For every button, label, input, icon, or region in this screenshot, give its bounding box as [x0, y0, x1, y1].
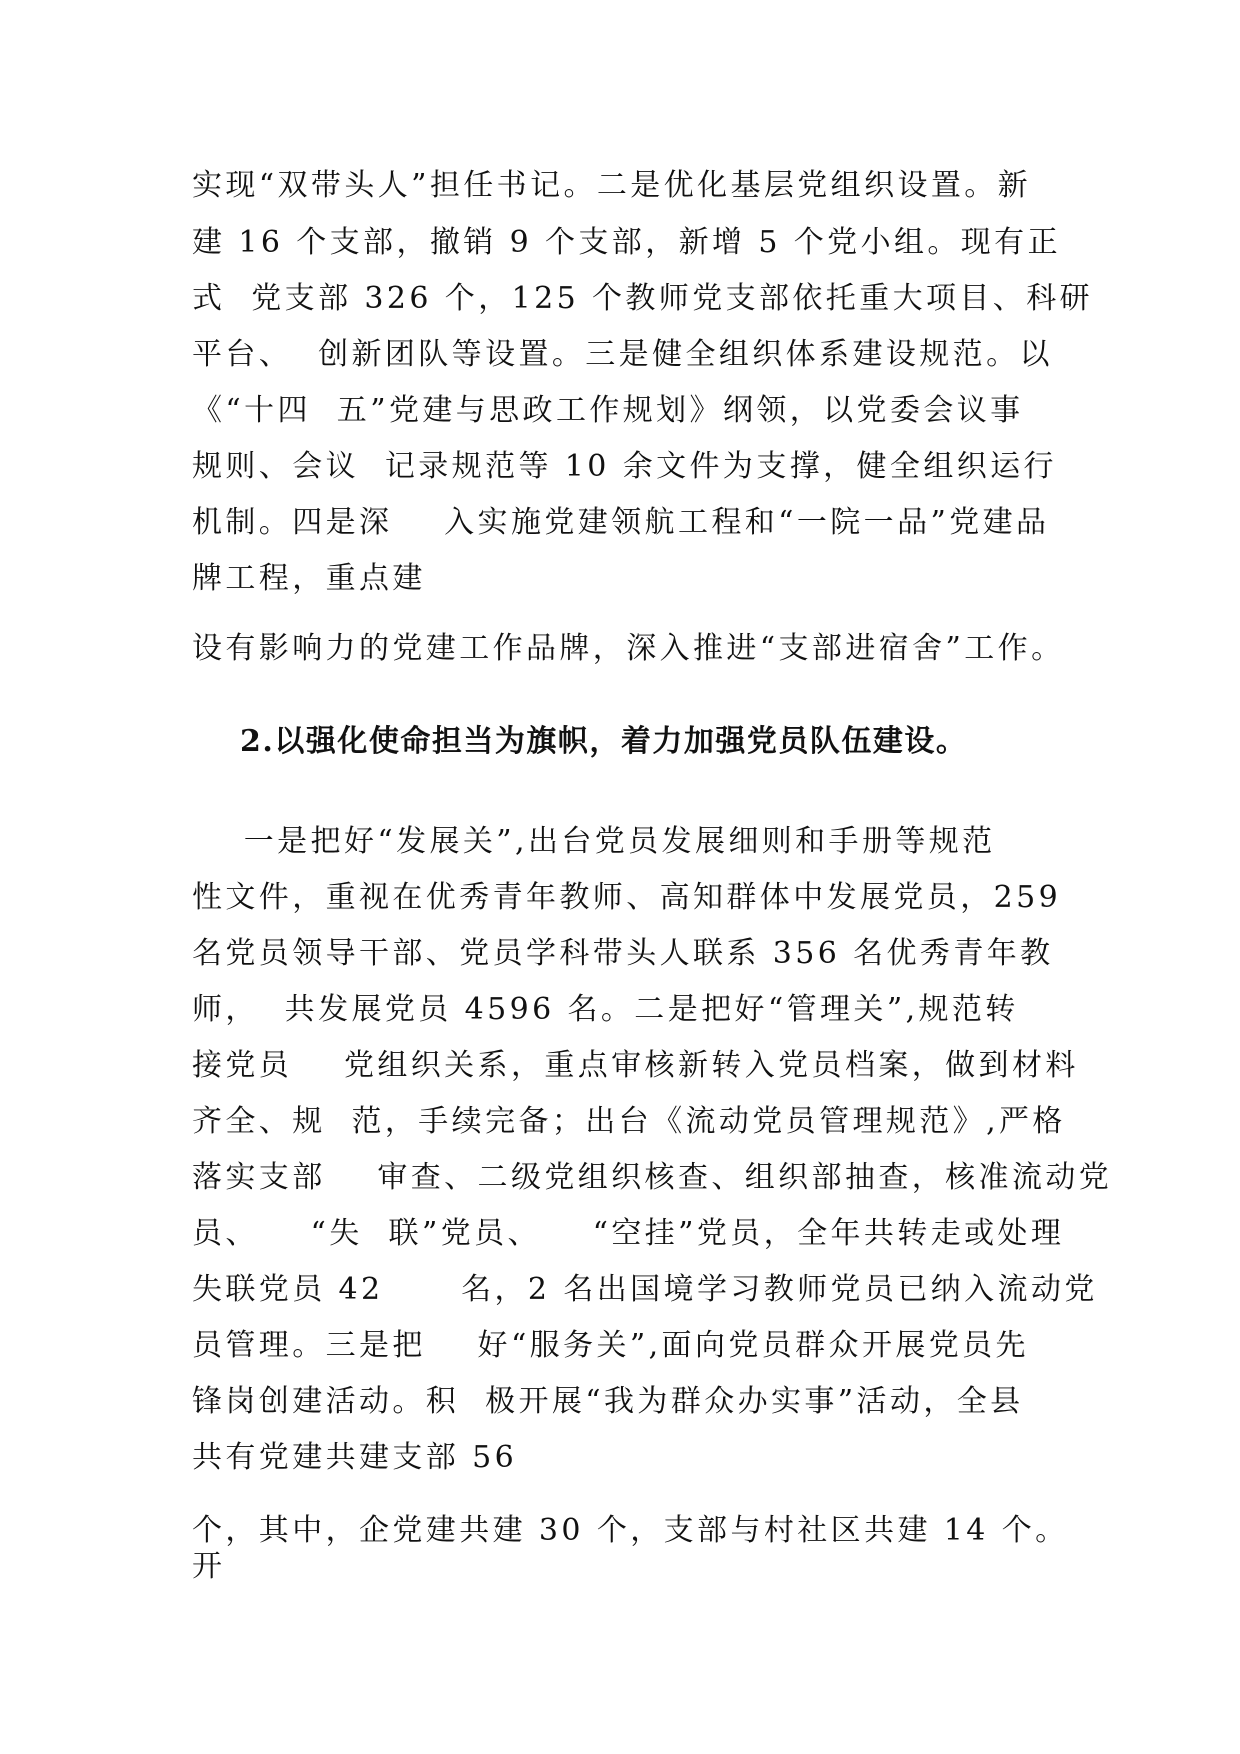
paragraph-2-line: 员管理。三是把 好“服务关”,面向党员群众开展党员先	[192, 1328, 1029, 1363]
paragraph-1-line: 机制。四是深 入实施党建领航工程和“一院一品”党建品	[192, 505, 1050, 540]
paragraph-1-line: 式 党支部 326 个，125 个教师党支部依托重大项目、科研	[192, 281, 1094, 316]
paragraph-2-line: 一是把好“发展关”,出台党员发展细则和手册等规范	[192, 824, 996, 859]
paragraph-2-line: 共有党建共建支部 56	[192, 1440, 518, 1475]
paragraph-1-line: 建 16 个支部，撤销 9 个支部，新增 5 个党小组。现有正	[192, 225, 1061, 260]
paragraph-2-line: 师， 共发展党员 4596 名。二是把好“管理关”,规范转	[192, 992, 1019, 1027]
paragraph-1-tail-line: 设有影响力的党建工作品牌，深入推进“支部进宿舍”工作。	[192, 631, 1065, 666]
paragraph-2-line: 性文件，重视在优秀青年教师、高知群体中发展党员，259	[192, 880, 1062, 915]
paragraph-2-tail-line: 开	[192, 1549, 226, 1584]
paragraph-2-line: 失联党员 42 名，2 名出国境学习教师党员已纳入流动党	[192, 1272, 1098, 1307]
paragraph-1-line: 规则、会议 记录规范等 10 余文件为支撑，健全组织运行	[192, 449, 1057, 484]
paragraph-2-line: 员、 “失 联”党员、 “空挂”党员，全年共转走或处理	[192, 1216, 1065, 1251]
paragraph-2-line: 名党员领导干部、党员学科带头人联系 356 名优秀青年教	[192, 936, 1054, 971]
paragraph-2-line: 接党员 党组织关系，重点审核新转入党员档案，做到材料	[192, 1048, 1079, 1083]
paragraph-1-line: 《“十四 五”党建与思政工作规划》纲领，以党委会议事	[192, 393, 1024, 428]
paragraph-1-line: 平台、 创新团队等设置。三是健全组织体系建设规范。以	[192, 337, 1053, 372]
paragraph-2-tail-line: 个，其中，企党建共建 30 个，支部与村社区共建 14 个。	[192, 1513, 1069, 1548]
paragraph-2-line: 锋岗创建活动。积 极开展“我为群众办实事”活动，全县	[192, 1384, 1024, 1419]
paragraph-1-line: 牌工程，重点建	[192, 561, 426, 596]
paragraph-2-line: 齐全、规 范，手续完备；出台《流动党员管理规范》,严格	[192, 1104, 1066, 1139]
paragraph-2-line: 落实支部 审查、二级党组织核查、组织部抽查，核准流动党	[192, 1160, 1113, 1195]
paragraph-1-line: 实现“双带头人”担任书记。二是优化基层党组织设置。新	[192, 168, 1032, 203]
section-heading: 2.以强化使命担当为旗帜，着力加强党员队伍建设。	[240, 724, 968, 759]
